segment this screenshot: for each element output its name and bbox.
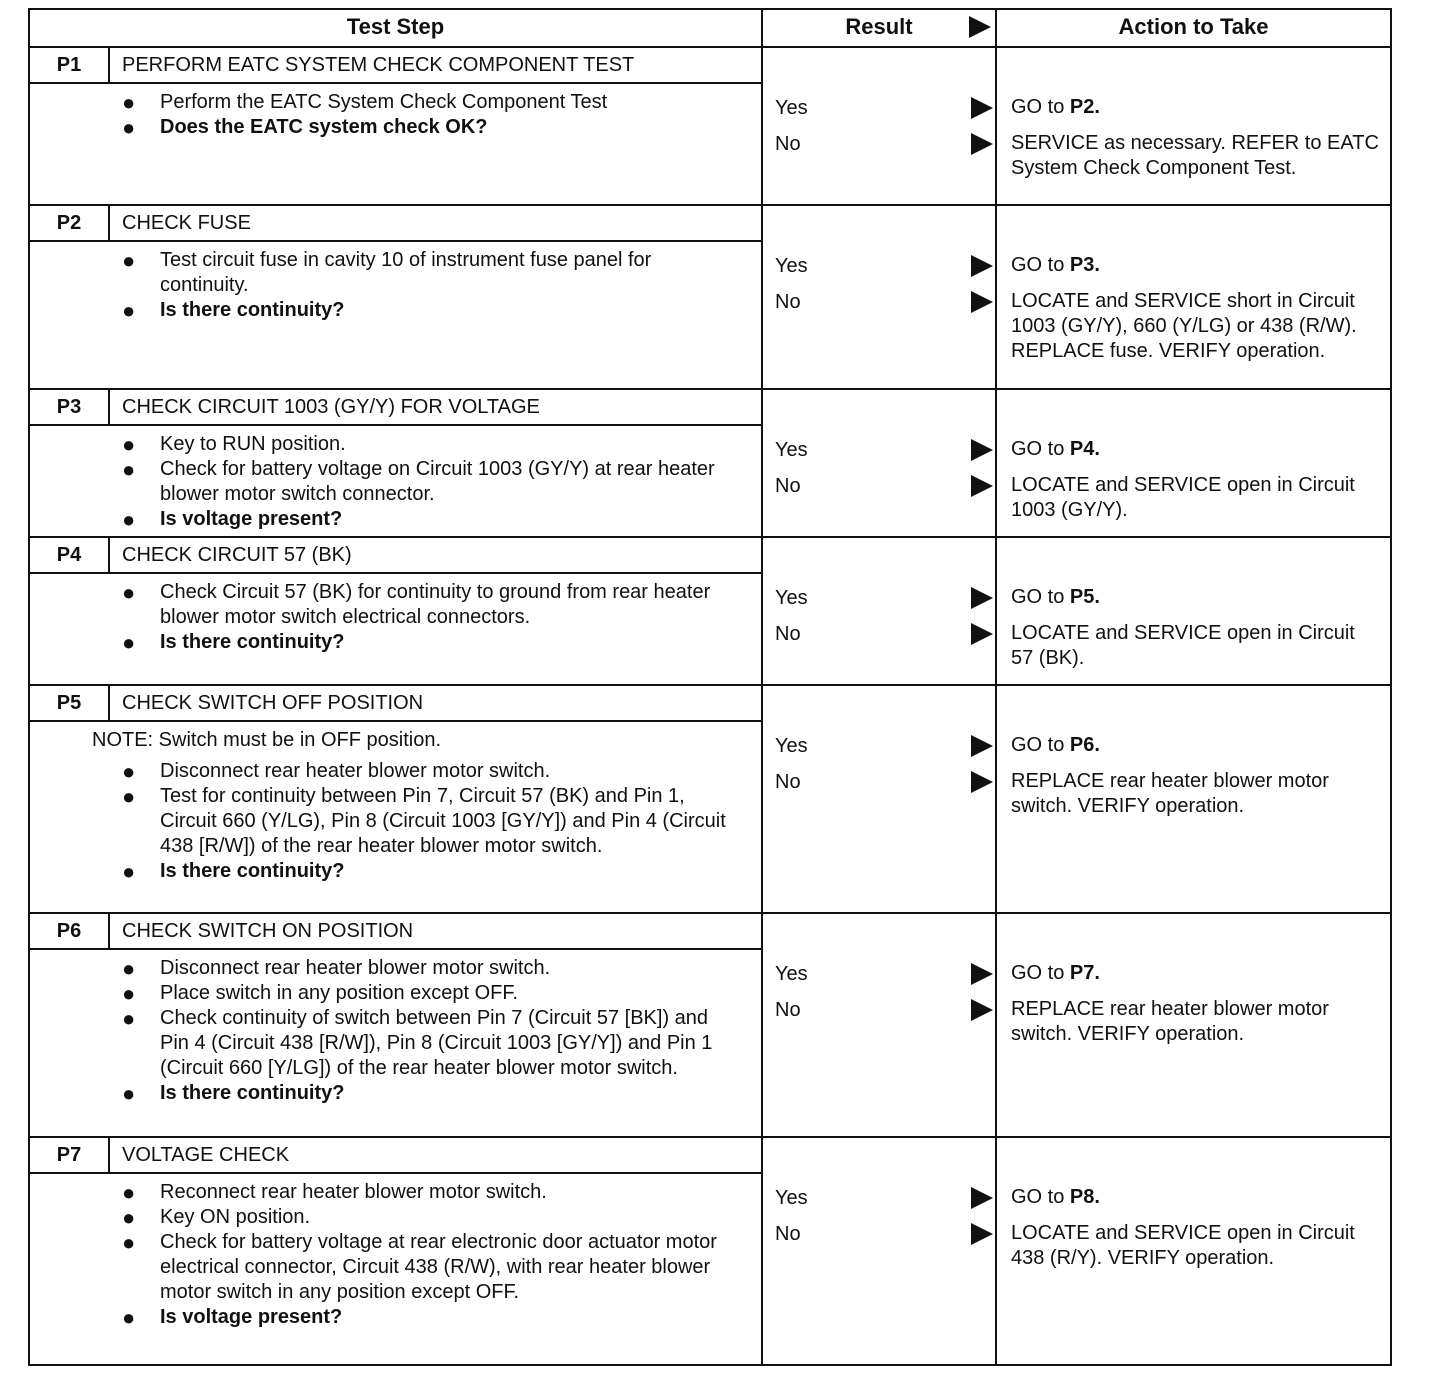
arrow-right-icon [971,771,993,793]
bullet-icon: ● [122,298,136,323]
result-cell [763,686,997,912]
bullet-item [122,1180,741,1205]
result-no-label: No [775,132,801,155]
action-cell [997,1138,1390,1364]
arrow-right-icon [971,1187,993,1209]
result-no [763,764,995,800]
bullet-icon: ● [122,1205,136,1230]
arrow-right-icon [971,133,993,155]
arrow-right-icon [971,291,993,313]
header-action: Action to Take [1118,14,1269,39]
bullet-icon: ● [122,981,136,1006]
bullet-icon: ● [122,90,136,115]
bullet-icon: ● [122,1081,136,1106]
step-id: P5 [30,686,110,720]
action-no: LOCATE and SERVICE open in Circuit 438 (R/Y). VERIFY operation. [1011,1222,1355,1269]
bullet-item [122,580,741,630]
test-step-cell [30,914,763,1136]
bullet-icon: ● [122,115,136,140]
action-yes [1011,956,1380,992]
result-yes [763,248,995,284]
bullet-text: Test circuit fuse in cavity 10 of instrument fuse panel for continuity. [160,249,652,296]
result-no [763,126,995,162]
action-yes [1011,90,1380,126]
result-no-label: No [775,290,801,313]
step-row [30,206,1390,390]
bullet-question [122,1081,741,1106]
bullet-icon: ● [122,956,136,981]
action-no: LOCATE and SERVICE open in Circuit 1003 (GY/Y). [1011,474,1355,521]
bullet-icon: ● [122,859,136,884]
bullet-item [122,759,741,784]
action-cell [997,390,1390,536]
result-yes-label: Yes [775,438,808,461]
step-title-row [30,914,761,950]
result-cell [763,48,997,204]
arrow-right-icon [971,999,993,1021]
header-result-label: Result [845,14,913,39]
bullet-question [122,115,741,140]
step-title: CHECK SWITCH OFF POSITION [122,692,424,714]
result-yes [763,432,995,468]
step-row [30,914,1390,1138]
bullet-item [122,457,741,507]
step-body [30,242,761,327]
action-yes-text: GO to [1011,734,1065,756]
result-no-label: No [775,770,801,793]
action-cell [997,48,1390,204]
step-question: Is there continuity? [160,1082,345,1104]
result-no-label: No [775,998,801,1021]
bullet-text: Check for battery voltage at rear electronic door actuator motor electrical connector, Circuit 438 (R/W), with rear heater blower motor switch in any position except OFF. [160,1231,717,1303]
header-result [763,10,997,46]
action-yes-target: P2. [1069,96,1100,118]
arrow-right-icon [971,439,993,461]
step-id: P2 [30,206,110,240]
action-yes [1011,1180,1380,1216]
bullet-icon: ● [122,507,136,532]
action-yes-target: P7. [1069,962,1100,984]
bullet-icon: ● [122,248,136,273]
arrow-right-icon [971,97,993,119]
result-yes-label: Yes [775,586,808,609]
step-title-row [30,48,761,84]
action-cell [997,914,1390,1136]
bullet-text: Reconnect rear heater blower motor switch. [160,1181,547,1203]
arrow-right-icon [971,255,993,277]
result-cell [763,1138,997,1364]
arrow-right-icon [969,16,991,38]
bullet-item [122,90,741,115]
result-no [763,1216,995,1252]
step-body [30,950,761,1110]
bullet-text: Perform the EATC System Check Component Test [160,91,608,113]
arrow-right-icon [971,963,993,985]
test-step-cell [30,390,763,536]
bullet-text: Check Circuit 57 (BK) for continuity to ground from rear heater blower motor switch electrical connectors. [160,581,711,628]
bullet-icon: ● [122,1006,136,1031]
action-no: SERVICE as necessary. REFER to EATC System Check Component Test. [1011,132,1379,179]
bullet-question [122,1305,741,1330]
result-no [763,616,995,652]
test-step-cell [30,206,763,388]
step-id: P4 [30,538,110,572]
step-row [30,1138,1390,1364]
result-yes-label: Yes [775,734,808,757]
step-row [30,390,1390,538]
result-no-label: No [775,474,801,497]
action-yes [1011,248,1380,284]
bullet-icon: ● [122,784,136,809]
action-cell [997,538,1390,684]
result-yes-label: Yes [775,962,808,985]
action-yes-text: GO to [1011,1186,1065,1208]
result-yes [763,1180,995,1216]
action-yes-text: GO to [1011,96,1065,118]
action-no: REPLACE rear heater blower motor switch. VERIFY operation. [1011,998,1329,1045]
action-yes-text: GO to [1011,254,1065,276]
test-step-cell [30,686,763,912]
bullet-item [122,432,741,457]
bullet-item [122,1230,741,1305]
result-no [763,468,995,504]
result-yes-label: Yes [775,96,808,119]
result-cell [763,390,997,536]
bullet-question [122,507,741,532]
result-yes [763,90,995,126]
result-cell [763,206,997,388]
action-yes-target: P4. [1069,438,1100,460]
bullet-icon: ● [122,1305,136,1330]
arrow-right-icon [971,735,993,757]
result-yes [763,956,995,992]
step-id: P3 [30,390,110,424]
step-question: Is there continuity? [160,631,345,653]
header-test-step: Test Step [30,10,763,46]
action-yes-target: P3. [1069,254,1100,276]
bullet-question [122,630,741,655]
bullet-text: Key ON position. [160,1206,311,1228]
bullet-item [122,1205,741,1230]
test-step-cell [30,48,763,204]
bullet-text: Test for continuity between Pin 7, Circuit 57 (BK) and Pin 1, Circuit 660 (Y/LG), Pin 8 (Circuit 1003 [GY/Y]) and Pin 4 (Circuit 438 [R/W]) of the rear heater blower motor switch. [160,785,726,857]
step-body [30,426,761,536]
bullet-icon: ● [122,457,136,482]
result-yes-label: Yes [775,254,808,277]
step-id: P1 [30,48,110,82]
bullet-text: Place switch in any position except OFF. [160,982,518,1004]
step-body [30,722,761,888]
step-note: NOTE: Switch must be in OFF position. [92,729,441,751]
bullet-icon: ● [122,759,136,784]
step-title: CHECK SWITCH ON POSITION [122,920,414,942]
bullet-icon: ● [122,1230,136,1255]
step-question: Is voltage present? [160,508,343,530]
step-id: P6 [30,914,110,948]
step-title-row [30,1138,761,1174]
step-title-row [30,686,761,722]
result-no [763,992,995,1028]
bullet-text: Disconnect rear heater blower motor switch. [160,760,551,782]
bullet-text: Check for battery voltage on Circuit 1003 (GY/Y) at rear heater blower motor switch connector. [160,458,715,505]
step-title: PERFORM EATC SYSTEM CHECK COMPONENT TEST [122,54,635,76]
step-title: VOLTAGE CHECK [122,1144,290,1166]
arrow-right-icon [971,1223,993,1245]
step-body [30,574,761,659]
action-yes-target: P6. [1069,734,1100,756]
step-question: Is voltage present? [160,1306,343,1328]
step-body [30,1174,761,1334]
result-yes [763,580,995,616]
action-yes-text: GO to [1011,586,1065,608]
bullet-icon: ● [122,1180,136,1205]
step-question: Does the EATC system check OK? [160,116,488,138]
step-title: CHECK FUSE [122,212,251,234]
step-row [30,48,1390,206]
bullet-text: Disconnect rear heater blower motor switch. [160,957,551,979]
bullet-icon: ● [122,432,136,457]
result-cell [763,538,997,684]
result-no [763,284,995,320]
action-yes [1011,580,1380,616]
bullet-question [122,298,741,323]
action-yes [1011,728,1380,764]
action-yes [1011,432,1380,468]
bullet-item [122,248,741,298]
arrow-right-icon [971,587,993,609]
bullet-icon: ● [122,630,136,655]
test-step-cell [30,1138,763,1364]
action-no: LOCATE and SERVICE open in Circuit 57 (BK). [1011,622,1355,669]
step-row [30,686,1390,914]
diagnostic-table [28,8,1392,1366]
action-no: LOCATE and SERVICE short in Circuit 1003 (GY/Y), 660 (Y/LG) or 438 (R/W). REPLACE fuse. VERIFY operation. [1011,290,1357,362]
result-yes-label: Yes [775,1186,808,1209]
bullet-item [122,784,741,859]
bullet-item [122,1006,741,1081]
step-question: Is there continuity? [160,860,345,882]
bullet-icon: ● [122,580,136,605]
step-title: CHECK CIRCUIT 57 (BK) [122,544,352,566]
action-yes-text: GO to [1011,962,1065,984]
arrow-right-icon [971,475,993,497]
bullet-text: Check continuity of switch between Pin 7 (Circuit 57 [BK]) and Pin 4 (Circuit 438 [R/W]), Pin 8 (Circuit 1003 [GY/Y]) and Pin 1 (Circuit 660 [Y/LG]) of the rear heater blower motor switch. [160,1007,713,1079]
bullet-item [122,956,741,981]
step-row [30,538,1390,686]
step-title: CHECK CIRCUIT 1003 (GY/Y) FOR VOLTAGE [122,396,540,418]
bullet-item [122,981,741,1006]
arrow-right-icon [971,623,993,645]
test-step-cell [30,538,763,684]
steps-container [30,48,1390,1364]
action-no: REPLACE rear heater blower motor switch. VERIFY operation. [1011,770,1329,817]
step-body [30,84,761,144]
step-title-row [30,206,761,242]
result-no-label: No [775,622,801,645]
step-title-row [30,538,761,574]
table-header [30,10,1390,48]
step-id: P7 [30,1138,110,1172]
step-title-row [30,390,761,426]
result-cell [763,914,997,1136]
action-cell [997,206,1390,388]
bullet-text: Key to RUN position. [160,433,346,455]
action-yes-target: P5. [1069,586,1100,608]
bullet-question [122,859,741,884]
result-yes [763,728,995,764]
action-yes-text: GO to [1011,438,1065,460]
step-question: Is there continuity? [160,299,345,321]
action-yes-target: P8. [1069,1186,1100,1208]
result-no-label: No [775,1222,801,1245]
action-cell [997,686,1390,912]
